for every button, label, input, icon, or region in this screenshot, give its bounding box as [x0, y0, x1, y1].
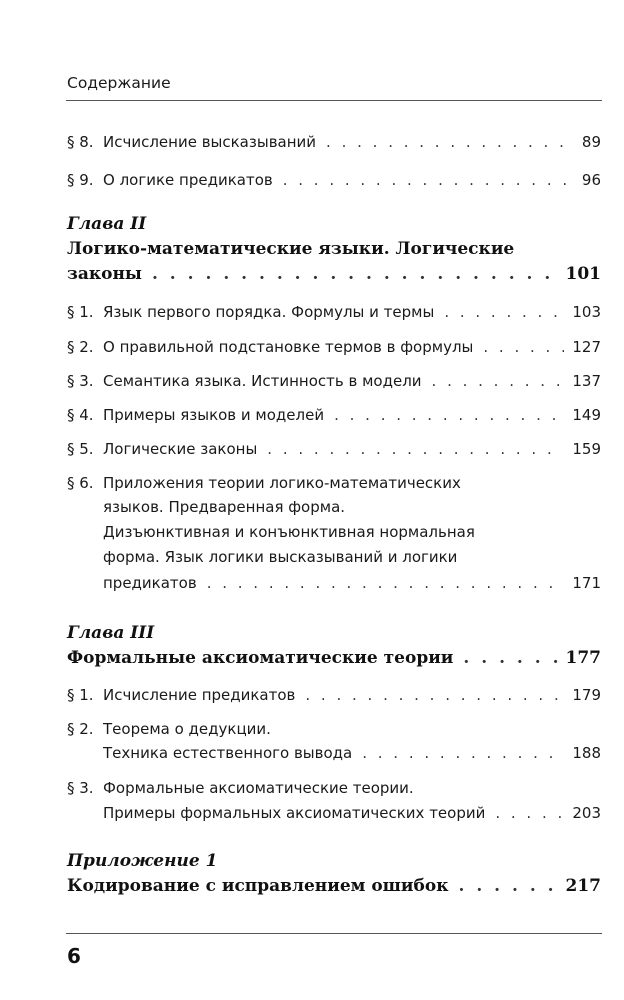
toc-entry[interactable] [67, 406, 601, 434]
section-number: § 4. [67, 406, 94, 424]
page-ref: 137 [572, 372, 601, 390]
page-ref: 96 [581, 171, 601, 189]
toc-entry[interactable] [67, 338, 601, 366]
section-title: Примеры языков и моделей [103, 406, 325, 424]
page-ref: 179 [572, 686, 601, 704]
page-ref: 159 [572, 440, 601, 458]
section-number: § 8. [67, 133, 94, 151]
dot-leader [267, 440, 564, 458]
page-ref: 217 [565, 876, 601, 896]
chapter-title: Формальные аксиоматические теории [67, 648, 454, 668]
section-number: § 2. [67, 720, 94, 738]
dot-leader [305, 686, 564, 704]
dot-leader [207, 574, 565, 592]
dot-leader [459, 876, 558, 896]
toc-entry-last[interactable] [103, 574, 601, 602]
section-title: Приложения теории логико-математических [103, 474, 461, 492]
page-ref: 127 [572, 338, 601, 356]
toc-entry-last[interactable] [103, 804, 601, 832]
dot-leader [463, 648, 557, 668]
toc-entry[interactable] [67, 686, 601, 714]
dot-leader [362, 744, 564, 762]
section-title: Формальные аксиоматические теории. [103, 779, 414, 797]
appendix-label: Приложение 1 [67, 851, 218, 871]
page-ref: 103 [572, 303, 601, 321]
dot-leader [495, 804, 564, 822]
chapter-entry[interactable] [67, 264, 601, 292]
dot-leader [283, 171, 574, 189]
page-number: 6 [67, 944, 81, 968]
section-title: Семантика языка. Истинность в модели [103, 372, 422, 390]
dot-leader [152, 264, 558, 284]
toc-entry[interactable] [67, 779, 601, 807]
section-title-cont: Примеры формальных аксиоматических теорий [103, 804, 486, 822]
header-rule [66, 100, 602, 101]
chapter-title[interactable]: Логико-математические языки. Логические [67, 239, 515, 259]
page-ref: 171 [572, 574, 601, 592]
toc-entry-last[interactable] [103, 744, 601, 772]
section-number: § 1. [67, 303, 94, 321]
section-title: Исчисление высказываний [103, 133, 317, 151]
section-title-cont: предикатов [103, 574, 197, 592]
toc-entry[interactable] [67, 171, 601, 199]
section-title: Исчисление предикатов [103, 686, 296, 704]
section-title: О логике предикатов [103, 171, 273, 189]
page-ref: 188 [572, 744, 601, 762]
chapter-title-cont: законы [67, 264, 142, 284]
section-title: Теорема о дедукции. [103, 720, 271, 738]
toc-entry[interactable] [67, 133, 601, 161]
section-number: § 5. [67, 440, 94, 458]
toc-entry[interactable] [67, 372, 601, 400]
section-number: § 1. [67, 686, 94, 704]
section-title: Язык первого порядка. Формулы и термы [103, 303, 435, 321]
dot-leader [334, 406, 564, 424]
dot-leader [432, 372, 565, 390]
section-title: О правильной подстановке термов в формулы [103, 338, 474, 356]
section-title-cont: Техника естественного вывода [103, 744, 353, 762]
chapter-label: Глава II [67, 214, 147, 234]
appendix-title: Кодирование с исправлением ошибок [67, 876, 449, 896]
chapter-label: Глава III [67, 623, 155, 643]
page-ref: 89 [581, 133, 601, 151]
page-ref: 177 [565, 648, 601, 668]
dot-leader [483, 338, 564, 356]
appendix-entry[interactable] [67, 876, 601, 904]
running-header: Содержание [67, 74, 171, 92]
section-number: § 6. [67, 474, 94, 492]
toc-entry[interactable] [67, 440, 601, 468]
section-number: § 3. [67, 779, 94, 797]
section-number: § 9. [67, 171, 94, 189]
dot-leader [326, 133, 574, 151]
chapter-entry[interactable] [67, 648, 601, 676]
toc-entry[interactable] [67, 303, 601, 331]
section-title: Логические законы [103, 440, 258, 458]
dot-leader [444, 303, 564, 321]
section-number: § 3. [67, 372, 94, 390]
page-ref: 203 [572, 804, 601, 822]
section-number: § 2. [67, 338, 94, 356]
footer-rule [66, 933, 602, 934]
section-title-cont[interactable]: форма. Язык логики высказываний и логики [103, 548, 458, 566]
section-title-cont[interactable]: Дизъюнктивная и конъюнктивная нормальная [103, 523, 475, 541]
page-ref: 149 [572, 406, 601, 424]
section-title-cont[interactable]: языков. Предваренная форма. [103, 498, 346, 516]
page-ref: 101 [565, 264, 601, 284]
